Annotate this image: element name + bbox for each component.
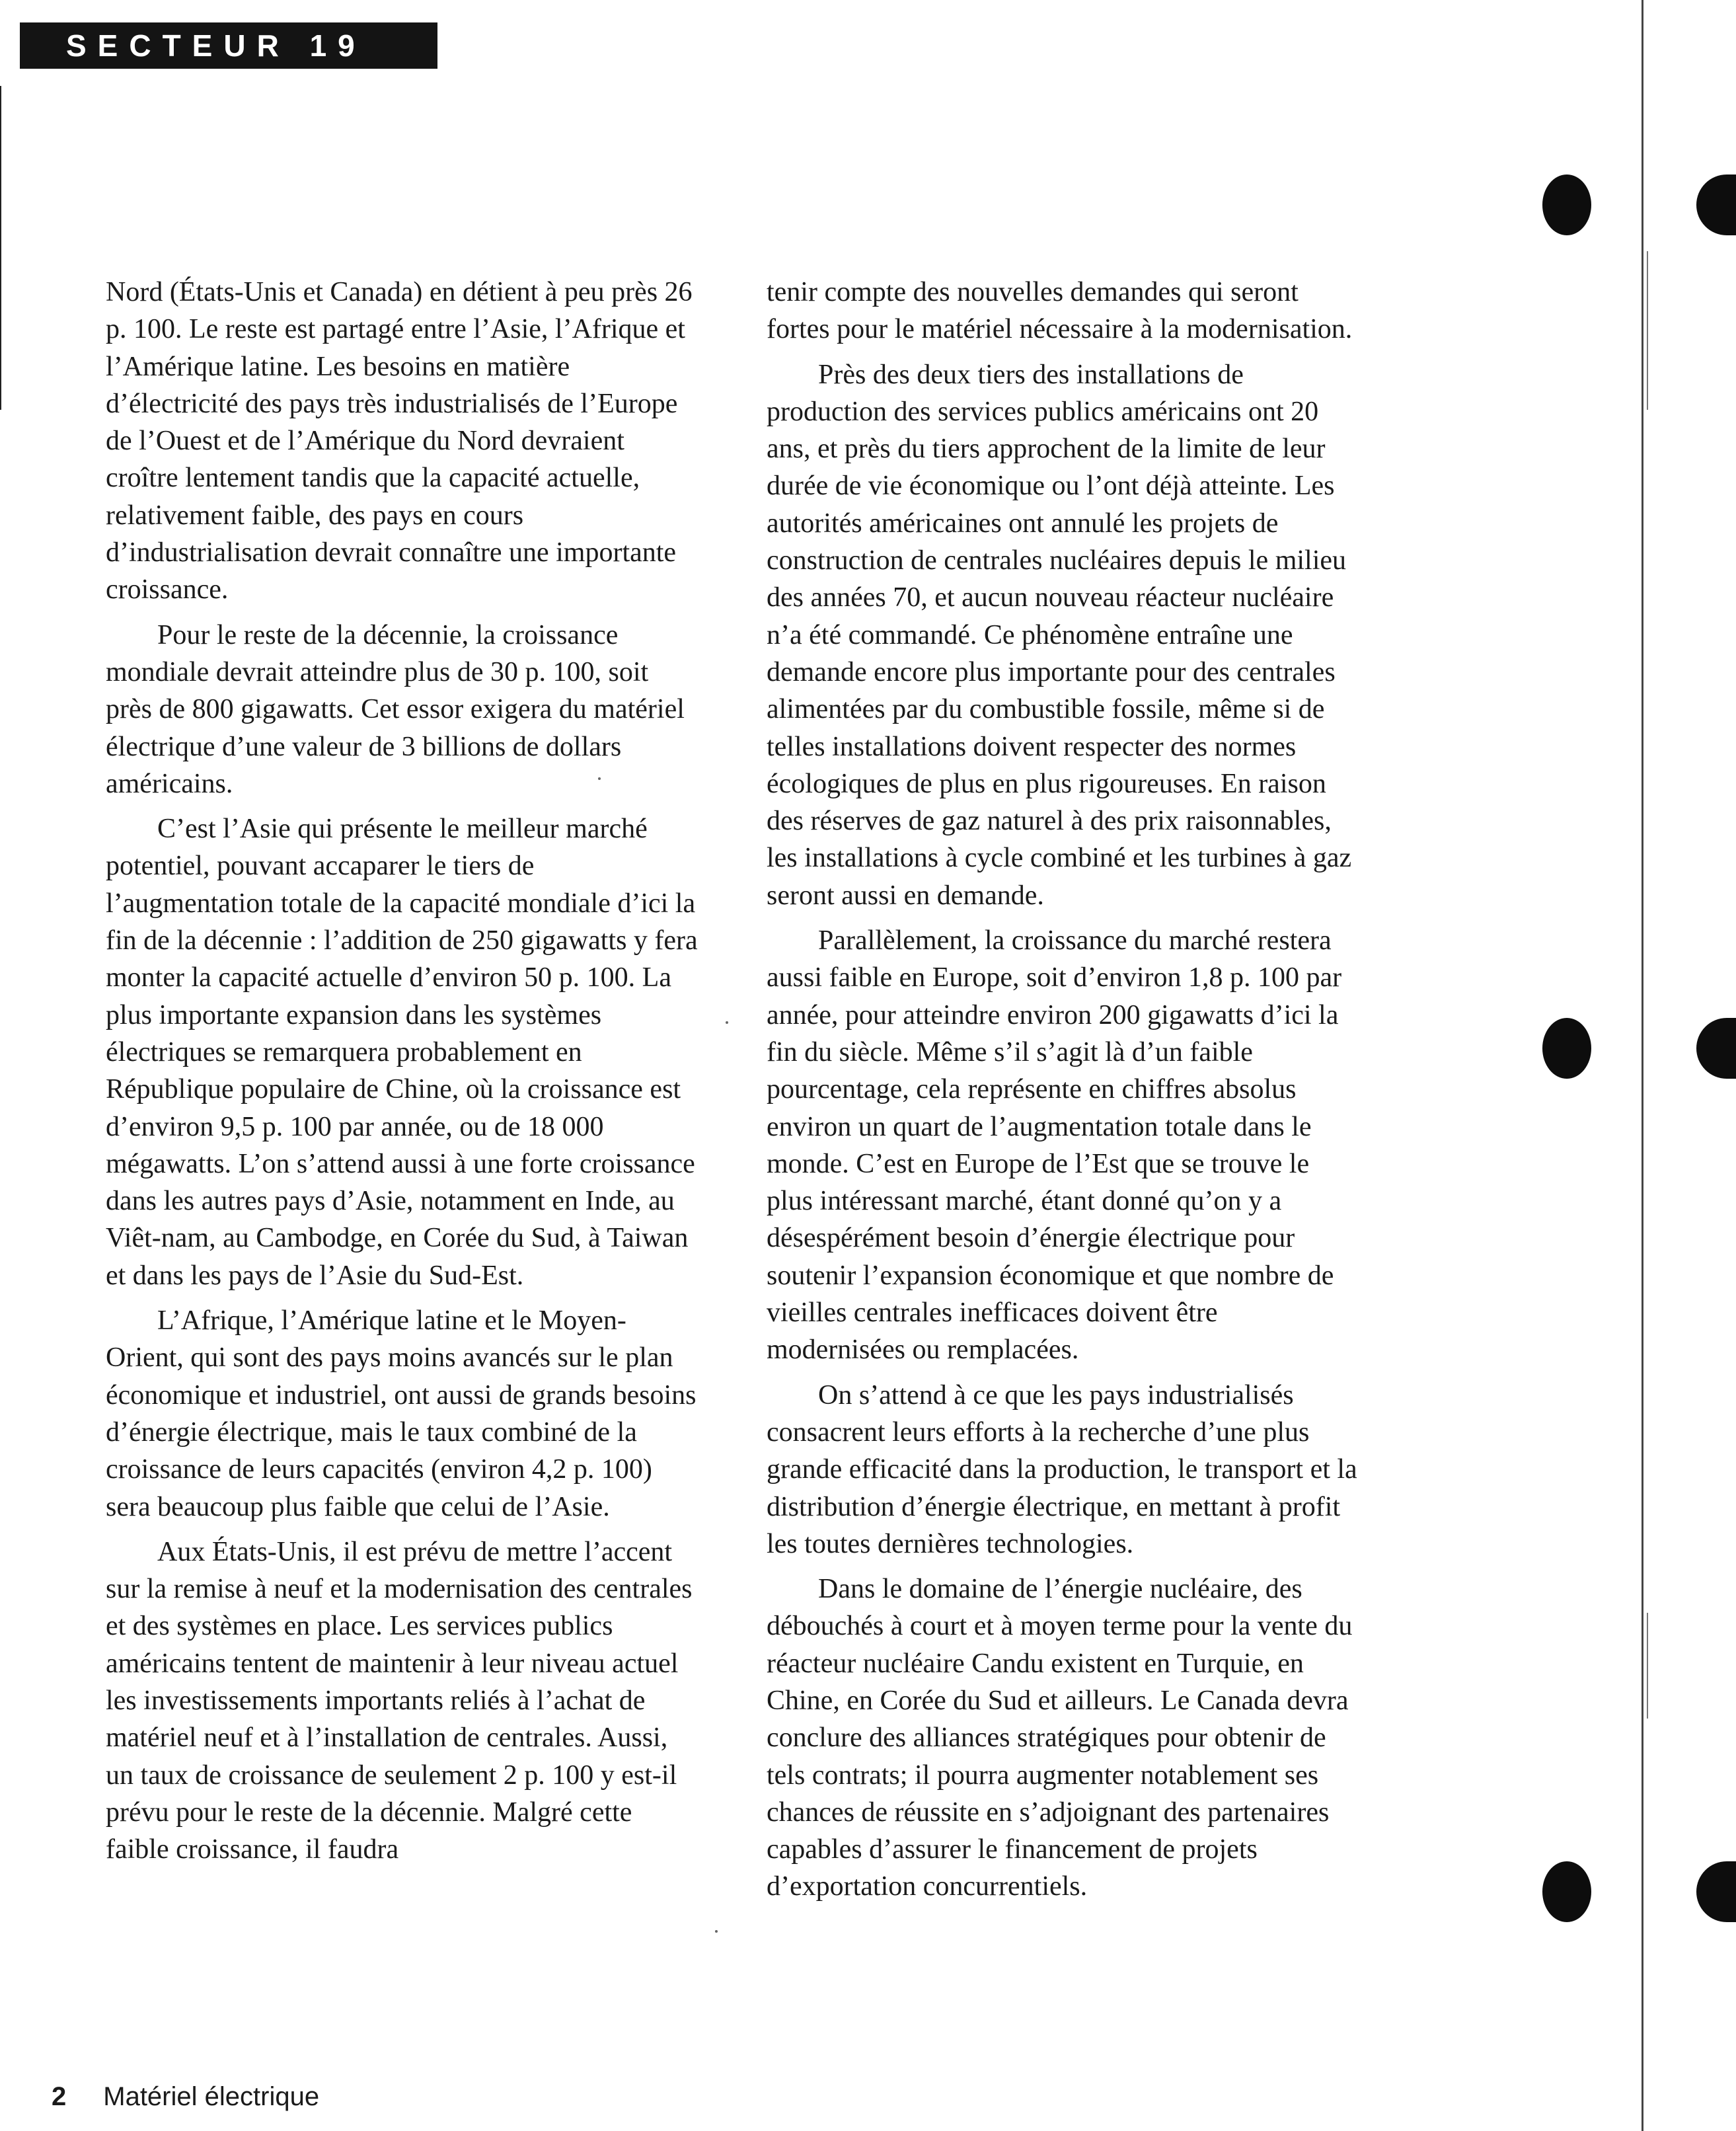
punch-hole: [1542, 1018, 1591, 1079]
punch-hole: [1696, 1018, 1736, 1079]
paragraph: L’Afrique, l’Amérique latine et le Moyen-Orient, qui sont des pays moins avancés sur le plan économique et industriel, ont aussi de grands besoins d’énergie électrique, mais le taux combiné de la croissance de leurs capacités (environ 4,2 p. 100) sera beaucoup plus faible que celui de l’Asie.: [106, 1305, 697, 1522]
paragraph: On s’attend à ce que les pays industrialisés consacrent leurs efforts à la recherche d’une plus grande efficacité dans la production, le transport et la distribution d’énergie électrique, en mettant à profit les toutes dernières technologies.: [767, 1379, 1357, 1559]
page-edge-mark: [1647, 1613, 1648, 1719]
punch-hole: [1542, 174, 1591, 235]
scan-speck: [598, 777, 601, 780]
left-margin-rule: [0, 86, 1, 410]
right-text-column: [767, 274, 1361, 1914]
paragraph: tenir compte des nouvelles demandes qui seront fortes pour le matériel nécessaire à la modernisation.: [767, 277, 1353, 345]
page-number: 2: [52, 2082, 67, 2111]
paragraph: Nord (États-Unis et Canada) en détient à peu près 26 p. 100. Le reste est partagé entre l’Asie, l’Afrique et l’Amérique latine. Les besoins en matière d’électricité des pays très industrialisés de l’Europe de l’Ouest et de l’Amérique du Nord devraient croître lentement tandis que la capacité actuelle, relativement faible, des pays en cours d’industrialisation devrait connaître une importante croissance.: [106, 277, 693, 605]
paragraph: Dans le domaine de l’énergie nucléaire, des débouchés à court et à moyen terme pour la vente du réacteur nucléaire Candu existent en Turquie, en Chine, en Corée du Sud et ailleurs. Le Canada devra conclure des alliances stratégiques pour obtenir de tels contrats; il pourra augmenter notablement ses chances de réussite en s’adjoignant des partenaires capables d’assurer le financement de projets d’exportation concurrentiels.: [767, 1574, 1353, 1902]
section-header-label: SECTEUR 19: [66, 28, 366, 63]
page-edge-mark: [1647, 251, 1648, 410]
paragraph: Parallèlement, la croissance du marché restera aussi faible en Europe, soit d’environ 1,8 p. 100 par année, pour atteindre environ 200 gigawatts d’ici la fin du siècle. Même s’il s’agit là d’un faible pourcentage, cela représente en chiffres absolus environ un quart de l’augmentation totale dans le monde. C’est en Europe de l’Est que se trouve le plus intéressant marché, étant donné qu’on y a désespérément besoin d’énergie électrique pour soutenir l’expansion économique et que nombre de vieilles centrales inefficaces doivent être modernisées ou remplacées.: [767, 925, 1342, 1366]
page-edge-line: [1642, 0, 1643, 2131]
paragraph: Près des deux tiers des installations de production des services publics américains ont 20 ans, et près du tiers approchent de la limite de leur durée de vie économique ou l’ont déjà atteinte. Les autorités américaines ont annulé les projets de construction de centrales nucléaires depuis le milieu des années 70, et aucun nouveau réacteur nucléaire n’a été commandé. Ce phénomène entraîne une demande encore plus importante pour des centrales alimentées par du combustible fossile, même si de telles installations doivent respecter des normes écologiques de plus en plus rigoureuses. En raison des réserves de gaz naturel à des prix raisonnables, les installations à cycle combiné et les turbines à gaz seront aussi en demande.: [767, 359, 1352, 911]
scan-speck: [715, 1930, 718, 1933]
punch-hole: [1542, 1861, 1591, 1922]
punch-hole: [1696, 174, 1736, 235]
paragraph: Aux États-Unis, il est prévu de mettre l’accent sur la remise à neuf et la modernisation des centrales et des systèmes en place. Les services publics américains tentent de maintenir à leur niveau actuel les investissements importants reliés à l’achat de matériel neuf et à l’installation de centrales. Aussi, un taux de croissance de seulement 2 p. 100 y est-il prévu pour le reste de la décennie. Malgré cette faible croissance, il faudra: [106, 1536, 693, 1865]
left-text-column: [106, 274, 700, 1876]
page-footer: [52, 2082, 319, 2112]
paragraph: C’est l’Asie qui présente le meilleur marché potentiel, pouvant accaparer le tiers de l’augmentation totale de la capacité mondiale d’ici la fin de la décennie : l’addition de 250 gigawatts y fera monter la capacité actuelle d’environ 50 p. 100. La plus importante expansion dans les systèmes électriques se remarquera probablement en République populaire de Chine, où la croissance est d’environ 9,5 p. 100 par année, ou de 18 000 mégawatts. L’on s’attend aussi à une forte croissance dans les autres pays d’Asie, notamment en Inde, au Viêt-nam, au Cambodge, en Corée du Sud, à Taiwan et dans les pays de l’Asie du Sud-Est.: [106, 814, 698, 1291]
footer-title: Matériel électrique: [103, 2082, 320, 2111]
scan-speck: [726, 1021, 728, 1024]
paragraph: Pour le reste de la décennie, la croissance mondiale devrait atteindre plus de 30 p. 100, soit près de 800 gigawatts. Cet essor exigera du matériel électrique d’une valeur de 3 billions de dollars américains.: [106, 619, 685, 799]
punch-hole: [1696, 1861, 1736, 1922]
